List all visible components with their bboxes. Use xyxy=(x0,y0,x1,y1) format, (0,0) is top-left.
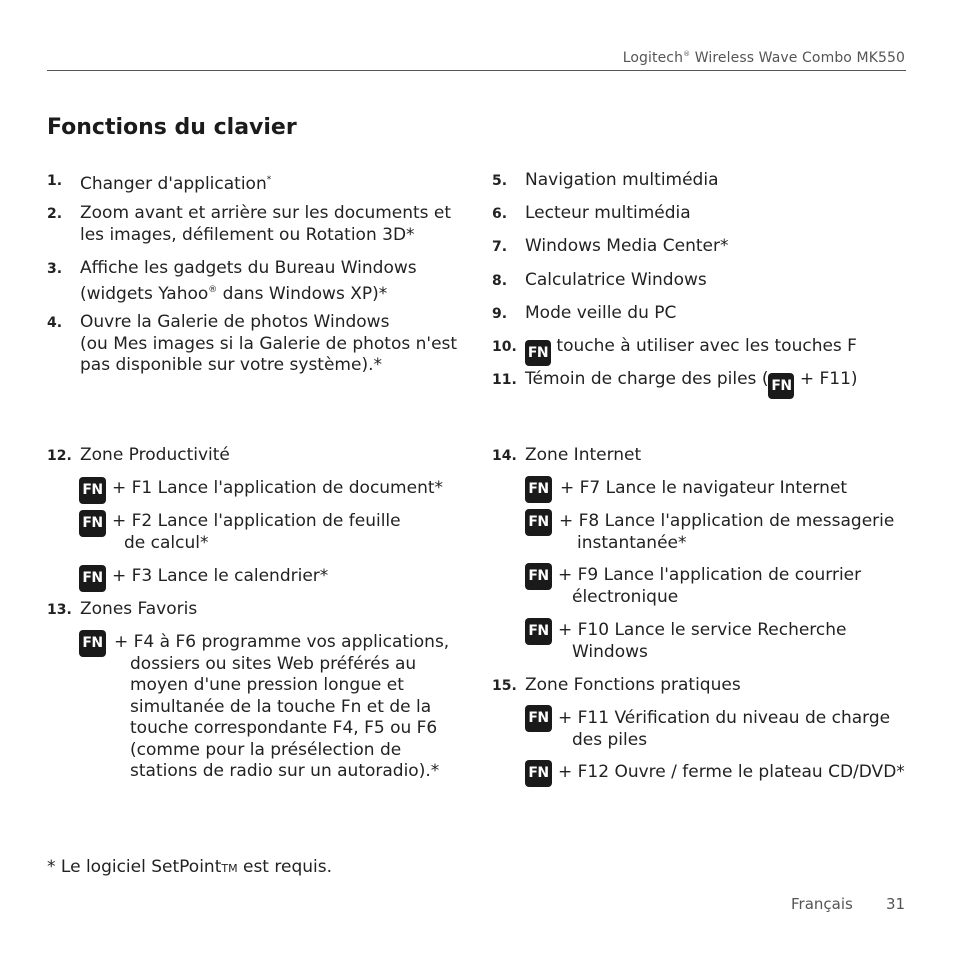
item-text-line: (widgets Yahoo® dans Windows XP)* xyxy=(80,283,388,304)
item-text: Mode veille du PC xyxy=(525,303,677,323)
item-text: Windows Media Center* xyxy=(525,236,729,256)
footer-language: Français xyxy=(791,895,853,913)
zone-entry-text: stations de radio sur un autoradio).* xyxy=(130,761,440,781)
item-number: 11. xyxy=(492,372,517,388)
item-text: FN touche à utiliser avec les touches F xyxy=(525,336,857,366)
list-item-15 xyxy=(492,675,892,697)
item-number: 8. xyxy=(492,273,508,289)
zone-entry-text: + F12 Ouvre / ferme le plateau CD/DVD* xyxy=(558,762,905,782)
fn-key-icon: FN xyxy=(525,563,552,590)
list-item-1 xyxy=(47,170,467,192)
item-number: 4. xyxy=(47,315,63,331)
item-number: 5. xyxy=(492,173,508,189)
item-text: Zone Internet xyxy=(525,445,642,465)
item-text-line: Ouvre la Galerie de photos Windows xyxy=(80,312,390,332)
item-number: 6. xyxy=(492,206,508,222)
zone-entry-text: Windows xyxy=(572,641,648,662)
item-number: 12. xyxy=(47,448,72,464)
list-item-11 xyxy=(492,369,892,395)
zone-entry-text: (comme pour la présélection de xyxy=(130,739,402,760)
fn-key-icon: FN xyxy=(79,510,106,537)
zone-entry-text: simultanée de la touche Fn et de la xyxy=(130,696,432,717)
zone-entry-text: des piles xyxy=(572,729,648,750)
fn-key-icon: FN xyxy=(525,760,552,787)
item-number: 14. xyxy=(492,448,517,464)
zone-entry-text: + F11 Vérification du niveau de charge xyxy=(558,708,891,728)
item-text-line: les images, défilement ou Rotation 3D* xyxy=(80,224,415,245)
fn-key-icon: FN xyxy=(525,340,551,366)
item-text: Zone Productivité xyxy=(80,445,230,465)
fn-key-icon: FN xyxy=(525,476,552,503)
product-name: Wireless Wave Combo MK550 xyxy=(694,50,905,66)
list-item-5 xyxy=(492,170,892,192)
list-item-8 xyxy=(492,270,892,292)
list-item-14 xyxy=(492,445,892,467)
item-text-line: pas disponible sur votre système).* xyxy=(80,355,382,375)
zone-entry-text: instantanée* xyxy=(577,532,687,553)
item-number: 9. xyxy=(492,306,508,322)
footnote: * Le logiciel SetPointTM est requis. xyxy=(47,857,332,877)
fn-key-icon: FN xyxy=(525,705,552,732)
item-number: 2. xyxy=(47,206,63,222)
item-text: Zone Fonctions pratiques xyxy=(525,675,741,695)
zone-entry-text: + F1 Lance l'application de document* xyxy=(112,478,444,498)
zone-entry-text: + F4 à F6 programme vos applications, xyxy=(114,632,450,652)
fn-key-icon: FN xyxy=(79,477,106,504)
zone-entry-text: + F9 Lance l'application de courrier xyxy=(558,565,862,585)
registered-mark: ® xyxy=(683,50,691,58)
item-number: 3. xyxy=(47,261,63,277)
list-item-3 xyxy=(47,258,467,302)
zone-entry-text: touche correspondante F4, F5 ou F6 xyxy=(130,718,438,738)
list-item-6 xyxy=(492,203,892,225)
item-text: Calculatrice Windows xyxy=(525,270,707,290)
item-text: Témoin de charge des piles ( FN + F11) xyxy=(525,369,858,399)
section-title: Fonctions du clavier xyxy=(47,115,297,140)
fn-key-icon: FN xyxy=(79,565,106,592)
list-item-12 xyxy=(47,445,467,467)
running-header xyxy=(623,50,905,66)
list-item-4 xyxy=(47,312,467,378)
zone-entry-text: dossiers ou sites Web préférés au xyxy=(130,653,417,674)
header-rule xyxy=(47,70,906,71)
item-text: Zones Favoris xyxy=(80,599,198,619)
page-number: 31 xyxy=(886,895,906,913)
list-item-10 xyxy=(492,336,892,362)
zone-entry-text: + F2 Lance l'application de feuille xyxy=(112,511,401,531)
list-item-2 xyxy=(47,203,467,247)
fn-key-icon: FN xyxy=(79,630,106,657)
zone-entry-text: moyen d'une pression longue et xyxy=(130,675,404,695)
fn-key-icon: FN xyxy=(525,618,552,645)
zone-entry-text: + F8 Lance l'application de messagerie xyxy=(559,511,895,531)
item-number: 7. xyxy=(492,239,508,255)
list-item-13 xyxy=(47,599,467,621)
item-text-line: (ou Mes images si la Galerie de photos n'est xyxy=(80,333,458,354)
zone-entry-text: électronique xyxy=(572,586,679,607)
item-number: 15. xyxy=(492,678,517,694)
item-text-line: Zoom avant et arrière sur les documents et xyxy=(80,203,452,223)
item-text: Lecteur multimédia xyxy=(525,203,691,223)
item-text: Changer d'application* xyxy=(80,174,272,194)
list-item-7 xyxy=(492,236,892,258)
item-text: Navigation multimédia xyxy=(525,170,719,190)
item-number: 10. xyxy=(492,339,517,355)
fn-key-icon: FN xyxy=(768,373,794,399)
item-number: 1. xyxy=(47,173,63,189)
zone-entry-text: de calcul* xyxy=(124,532,209,553)
zone-entry-text: + F3 Lance le calendrier* xyxy=(112,566,329,586)
list-item-9 xyxy=(492,303,892,325)
zone-entry-text: + F7 Lance le navigateur Internet xyxy=(560,478,848,498)
item-text-line: Affiche les gadgets du Bureau Windows xyxy=(80,258,417,278)
brand-name: Logitech xyxy=(622,50,684,66)
zone-entry-text: + F10 Lance le service Recherche xyxy=(558,620,847,640)
trademark-mark: TM xyxy=(221,862,238,875)
item-number: 13. xyxy=(47,602,72,618)
fn-key-icon: FN xyxy=(525,509,552,536)
